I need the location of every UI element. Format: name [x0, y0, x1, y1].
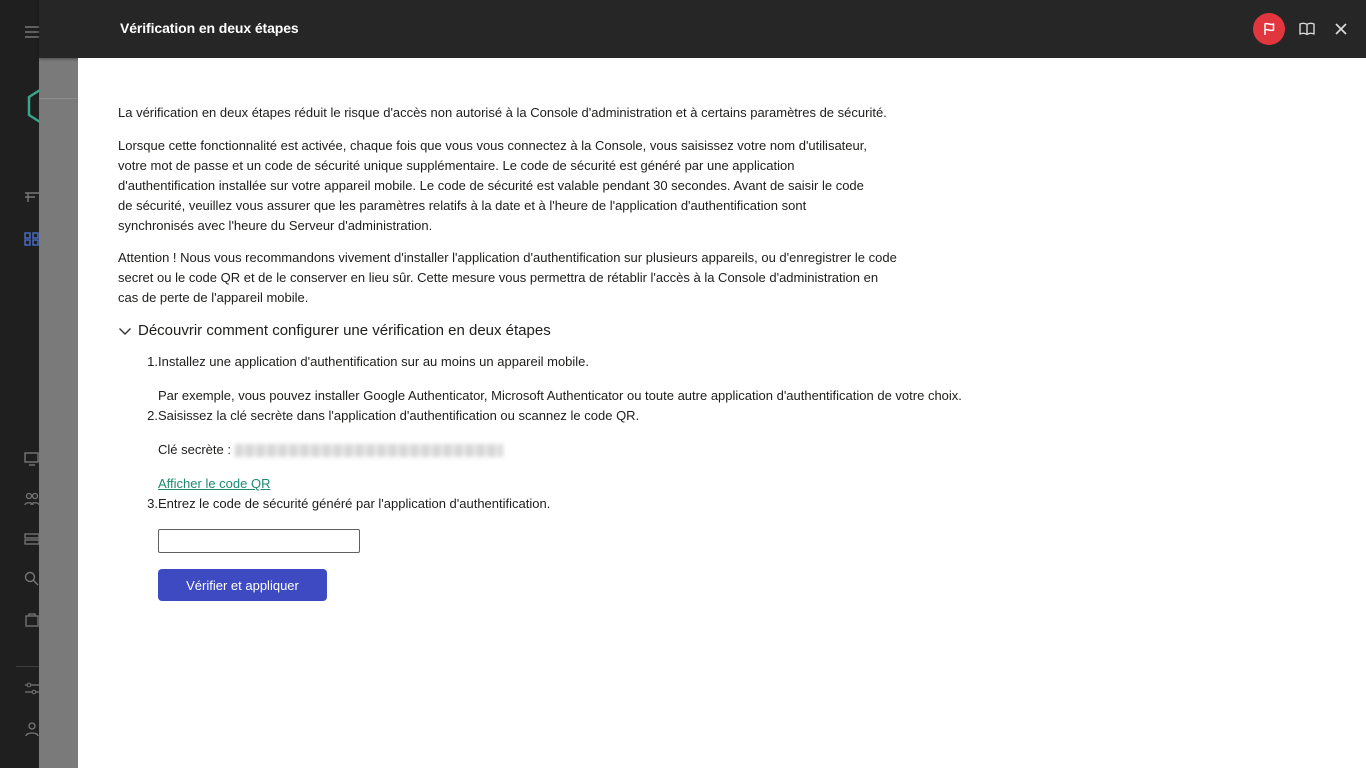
step-3-text: Entrez le code de sécurité généré par l'application d'authentification.	[158, 496, 551, 511]
step-1-number: 1.	[147, 354, 158, 369]
close-icon	[1333, 21, 1349, 37]
feedback-button[interactable]	[1253, 13, 1285, 45]
secret-key-value	[235, 444, 503, 457]
help-button[interactable]	[1291, 13, 1323, 45]
intro-paragraph: La vérification en deux étapes réduit le risque d'accès non autorisé à la Console d'administration et à certains paramètres de sécurité.	[118, 105, 887, 120]
show-qr-code-link[interactable]: Afficher le code QR	[158, 476, 271, 491]
security-code-input[interactable]	[158, 529, 360, 553]
step-3-number: 3.	[147, 496, 158, 511]
description-paragraph: Lorsque cette fonctionnalité est activée, chaque fois que vous vous connectez à la Console, vous saisissez votre nom d'utilisateur, votre mot de passe et un code de sécurité unique supplémentaire. Le code de sécurité est généré par une application d'authentification installée sur votre appareil mobile. Le code de sécurité est valable pendant 30 secondes. Avant de saisir le code de sécurité, veuillez vous assurer que les paramètres relatifs à la date et à l'heure de l'application d'authentification sont synchronisés avec l'heure du Serveur d'administration.	[118, 138, 867, 233]
drawer-title: Vérification en deux étapes	[120, 20, 299, 36]
app-sidebar	[0, 0, 39, 768]
step-2-number: 2.	[147, 408, 158, 423]
chevron-down-icon	[118, 324, 132, 338]
verify-apply-button[interactable]: Vérifier et appliquer	[158, 569, 327, 601]
step-1-text: Installez une application d'authentification sur au moins un appareil mobile.	[158, 354, 590, 369]
secret-key-row	[158, 440, 503, 460]
step-2-text: Saisissez la clé secrète dans l'application d'authentification ou scannez le code QR.	[158, 408, 640, 423]
close-button[interactable]	[1325, 13, 1357, 45]
drawer-header	[39, 0, 1366, 58]
drawer-body	[78, 58, 1366, 768]
step-1-detail: Par exemple, vous pouvez installer Google Authenticator, Microsoft Authenticator ou toute autre application d'authentification de votre choix.	[158, 388, 962, 403]
setup-accordion-toggle[interactable]	[118, 321, 551, 341]
flag-icon	[1261, 21, 1277, 37]
show-qr-link-row	[158, 474, 270, 494]
sidebar-divider	[16, 666, 39, 667]
background-content	[39, 58, 78, 768]
book-icon	[1298, 20, 1316, 38]
secret-key-label: Clé secrète :	[158, 442, 231, 457]
warning-paragraph: Attention ! Nous vous recommandons vivement d'installer l'application d'authentification sur plusieurs appareils, ou d'enregistrer le code secret ou le code QR et de le conserver en lieu sûr. Cette mesure vous permettra de rétablir l'accès à la Console d'administration en cas de perte de l'appareil mobile.	[118, 250, 897, 305]
accordion-label: Découvrir comment configurer une vérification en deux étapes	[138, 322, 551, 339]
